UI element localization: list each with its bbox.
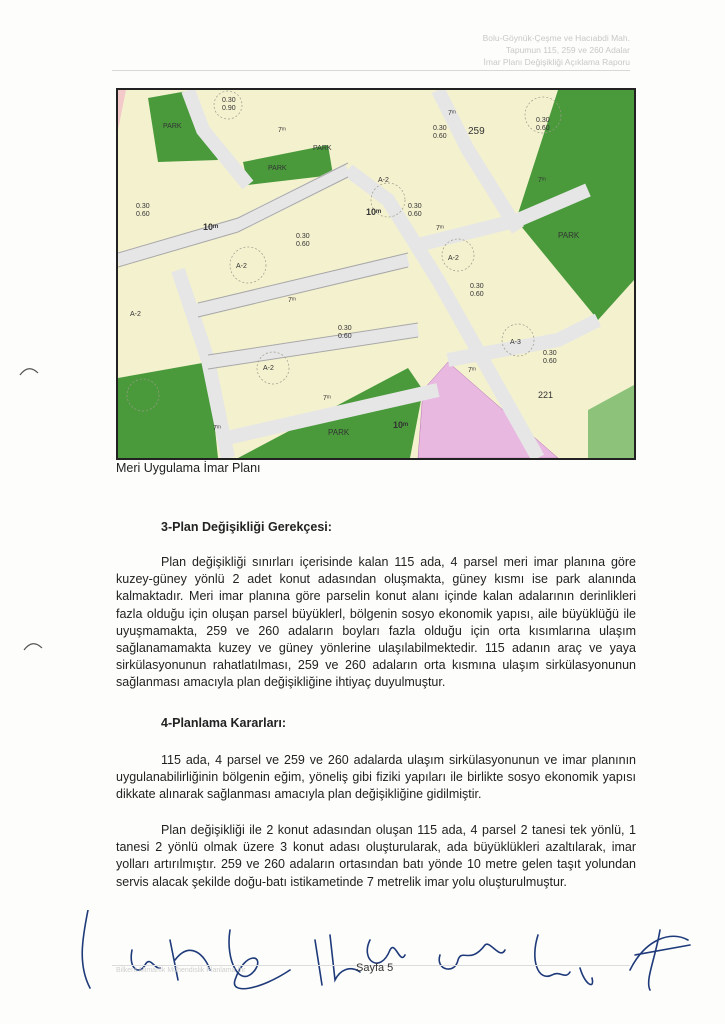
section-4-title: 4-Planlama Kararları: <box>161 716 287 730</box>
road-label-10: 7ᵐ <box>448 110 456 117</box>
signature-6 <box>367 940 405 963</box>
signature-strokes <box>82 910 690 990</box>
road-label-8: 7ᵐ <box>538 177 546 184</box>
park-label-5: PARK <box>328 428 350 437</box>
document-header <box>410 32 630 68</box>
signatures <box>60 910 700 1000</box>
section-4-paragraph-1: 115 ada, 4 parsel ve 259 ve 260 adalarda ulaşım sirkülasyonunun ve imar planının uygulanabilirliğinin bölgenin eğim, yöneliş gibi fiziki yapıları ile birlikte sosyo ekonomik yapısı dikkate alınarak sağlanması amacıyla plan değişikliğine gidilmiştir. <box>116 753 636 802</box>
far-label-2: 0.30 0.60 <box>296 233 310 248</box>
far-label-6: 0.30 0.60 <box>470 283 484 298</box>
road-label-6: 7ᵐ <box>436 225 444 232</box>
park-label-4: PARK <box>558 231 580 240</box>
signature-8 <box>535 935 570 976</box>
zoning-map-drawing <box>118 90 634 458</box>
road-label-9: 7ᵐ <box>468 367 476 374</box>
zone-label-4: A-2 <box>378 177 389 184</box>
zoning-plan-map <box>116 88 636 460</box>
section-3-title: 3-Plan Değişikliği Gerekçesi: <box>161 520 332 534</box>
section-3-paragraph: Plan değişikliği sınırları içerisinde kalan 115 ada, 4 parsel meri imar planına göre kuzey-güney yönlü 2 adet konut adasından oluşmakta, güney kısmı ise park alanında kalmaktadır. Meri imar planına göre parselin konut alanı içinde kalan adalarının derinlikleri fazla olduğu için oluşan parsel büyüklerl, bölgenin sosyo ekonomik yapısı, aile büyüklüğü ile uyuşmamakta, 259 ve 260 adaların boyları fazla olduğu için orta kısımlarına ulaşım sağlanamamakta kuzey ve güney yönlerine ulaşılabilmektedir. 115 adanın araç ve yaya sirkülasyonunun rahatlatılması, 259 ve 260 adaların orta kısmına ulaşım sirkülasyonunun sağlanması amacıyla plan değişikliğine ihtiyaç duyulmuştur. <box>116 555 636 690</box>
far-label-3: 0.30 0.60 <box>338 325 352 340</box>
park-label-1: PARK <box>163 123 182 130</box>
far-label-4: 0.30 0.60 <box>408 203 422 218</box>
far-label-8: 0.30 0.60 <box>536 117 550 132</box>
zone-label-5: A-2 <box>263 365 274 372</box>
header-line-3: İmar Planı Değişikliği Açıklama Raporu <box>483 57 630 67</box>
road-label-4: 7ᵐ <box>323 395 331 402</box>
footer-company: Bilkent Mimarlık Mühendislik Planlama İhr <box>116 967 246 974</box>
road-label-3: 7ᵐ <box>288 297 296 304</box>
zone-label-1: A-2 <box>236 263 247 270</box>
margin-mark-2 <box>22 640 44 652</box>
zone-label-2: A-2 <box>130 311 141 318</box>
signature-5 <box>315 935 360 985</box>
road-label-7: 10ᵐ <box>393 420 409 430</box>
header-line-2: Tapumun 115, 259 ve 260 Adalar <box>505 45 630 55</box>
section-4-paragraph-2: Plan değişikliği ile 2 konut adasından oluşan 115 ada, 4 parsel 2 tanesi tek yönlü, 1 tanesi 2 yönlü olmak üzere 3 konut adası oluşturularak, ada büyüklükleri azaltılarak, imar yolları artırılmıştır. 259 ve 260 adaların ortasından batı yönde 10 metre gelen taşıt yolundan servis alacak şekilde doğu-batı istikametinde 7 metrelik imar yolu oluşturulmuştur. <box>116 823 636 889</box>
far-label-7: 0.30 0.60 <box>543 350 557 365</box>
signature-1 <box>82 910 90 988</box>
park-label-3: PARK <box>313 145 332 152</box>
park-area-sw <box>118 362 218 458</box>
block-number-221: 221 <box>538 390 554 400</box>
map-caption: Meri Uygulama İmar Planı <box>116 461 261 475</box>
block-number-259: 259 <box>468 126 485 137</box>
road-label-2: 10ᵐ <box>366 207 382 217</box>
signature-3 <box>170 940 210 980</box>
far-label-5: 0.30 0.60 <box>433 125 447 140</box>
page-number: Sayfa 5 <box>356 962 394 974</box>
header-line-1: Bolu-Göynük-Çeşme ve Hacıabdi Mah. <box>482 33 630 43</box>
far-label-9: 0.30 0.60 <box>136 203 150 218</box>
road-label-5: 7ᵐ <box>213 425 221 432</box>
far-label-1: 0.30 0.90 <box>222 97 236 112</box>
margin-mark-1 <box>18 365 40 377</box>
signature-9 <box>580 968 593 985</box>
signature-4 <box>229 930 290 989</box>
header-divider <box>112 70 630 71</box>
road-label-1: 10ᵐ <box>203 222 219 232</box>
signature-10 <box>630 930 690 990</box>
zone-label-3: A-2 <box>448 255 459 262</box>
zone-label-6: A-3 <box>510 339 521 346</box>
road-label-11: 7ᵐ <box>278 127 286 134</box>
park-label-2: PARK <box>268 165 287 172</box>
